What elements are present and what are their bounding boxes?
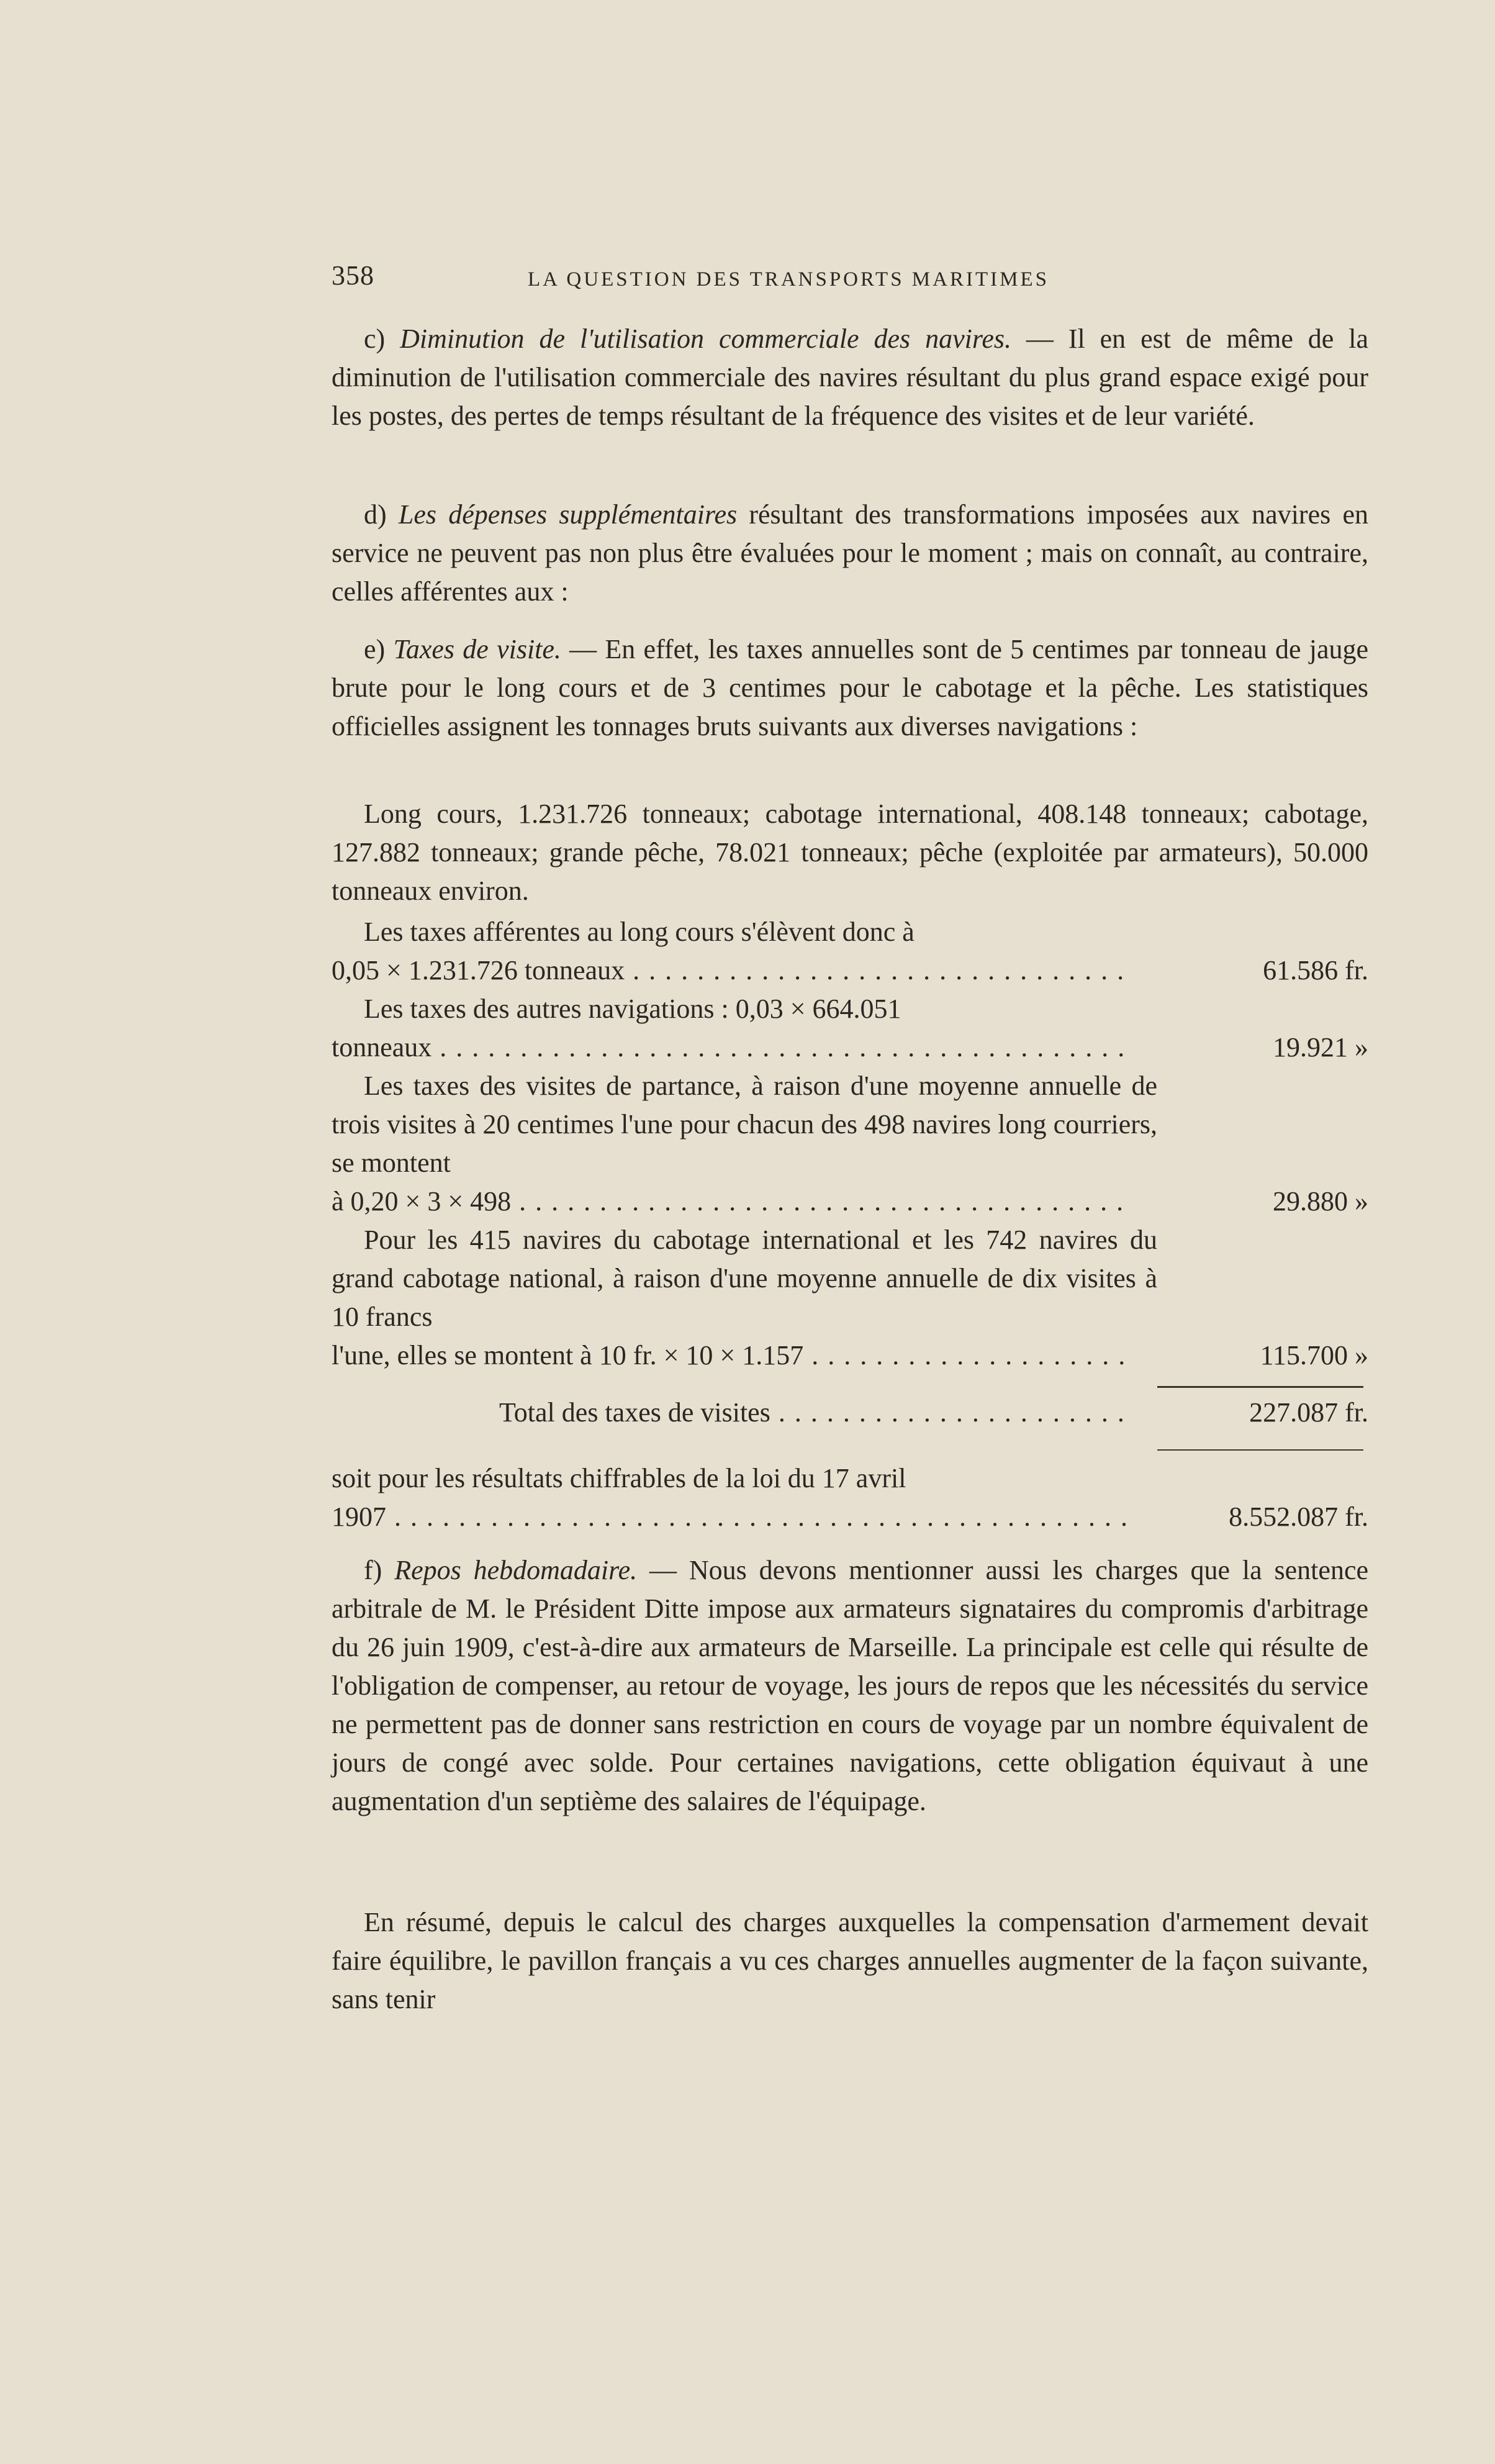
- amount-autres-navigations: 19.921 »: [1273, 1032, 1368, 1062]
- page-header: [332, 260, 1368, 297]
- amount-long-cours: 61.586 fr.: [1263, 955, 1368, 985]
- computation-line-3b: à 0,20 × 3 × 498 . . . 29.880 »: [332, 1182, 1368, 1221]
- section-f-title: Repos hebdomadaire.: [394, 1555, 650, 1585]
- section-f: [332, 1551, 1368, 1821]
- section-c-title: Diminution de l'utilisation commerciale des navires.: [400, 324, 1026, 354]
- section-c-label: c): [364, 324, 400, 354]
- computation-line-1a: Les taxes afférentes au long cours s'élèvent donc à: [364, 917, 915, 947]
- section-e-text: — En effet, les taxes annuelles sont de 5 centimes par tonneau de jauge brute pour le long cours et de 3 centimes pour le cabotage et la pêche. Les statistiques officielles assignent les tonnages bruts suivants aux diverses navigations :: [332, 634, 1369, 741]
- computation-line-2b: tonneaux . . . 19.921 »: [332, 1028, 1368, 1067]
- section-c: [332, 320, 1368, 435]
- section-d-title: Les dépenses supplémentaires: [398, 499, 749, 530]
- computation-line-1b: 0,05 × 1.231.726 tonneaux . . . 61.586 fr.: [332, 951, 1368, 990]
- conclusion-paragraph: En résumé, depuis le calcul des charges auxquelles la compensation d'armement devait faire équilibre, le pavillon français a vu ces charges annuelles augmenter de la façon suivante, sans tenir: [332, 1907, 1368, 2014]
- amount-visites-partance: 29.880 »: [1273, 1186, 1368, 1216]
- tax-computation: [332, 913, 1368, 1375]
- computation-line-4b: l'une, elles se montent à 10 fr. × 10 × 1.157 . . . 115.700 »: [332, 1336, 1368, 1375]
- section-d: [332, 496, 1368, 611]
- tonnages-paragraph: Long cours, 1.231.726 tonneaux; cabotage international, 408.148 tonneaux; cabotage, 127.882 tonneaux; grande pêche, 78.021 tonneaux; pêche (exploitée par armateurs), 50.000 tonneaux environ.: [332, 799, 1368, 906]
- section-c-text: — Il en est de même de la diminution de l'utilisation commerciale des navires résultant du plus grand espace exigé pour les postes, des pertes de temps résultant de la fréquence des visites et de leur variété.: [332, 324, 1368, 431]
- total-amount: 227.087 fr.: [1249, 1397, 1368, 1428]
- running-title: LA QUESTION DES TRANSPORTS MARITIMES: [528, 268, 1049, 291]
- total-row: [332, 1393, 1368, 1432]
- section-f-text: — Nous devons mentionner aussi les charges que la sentence arbitrale de M. le Président Ditte impose aux armateurs signataires du compromis d'arbitrage du 26 juin 1909, c'est-à-dire aux armateurs de Marseille. La principale est celle qui résulte de l'obligation de compenser, au retour de voyage, les jours de repos que les nécessités du service ne permettent pas de donner sans restriction en cours de voyage par un nombre équivalent de jours de congé avec solde. Pour certaines navigations, cette obligation équivaut à une augmentation d'un septième des salaires de l'équipage.: [332, 1555, 1368, 1816]
- total-rule: [1157, 1449, 1363, 1451]
- section-d-text: résultant des transformations imposées aux navires en service ne peuvent pas non plus être évaluées pour le moment ; mais on connaît, au contraire, celles afférentes aux :: [332, 499, 1368, 607]
- grand-total: [332, 1459, 1368, 1536]
- computation-line-3a: Les taxes des visites de partance, à raison d'une moyenne annuelle de trois visites à 20 centimes l'une pour chacun des 498 navires long courriers, se montent: [332, 1071, 1157, 1178]
- amount-cabotage: 115.700 »: [1260, 1340, 1368, 1370]
- section-e: [332, 630, 1368, 746]
- section-e-title: Taxes de visite.: [393, 634, 570, 664]
- computation-line-2a: Les taxes des autres navigations : 0,03 × 664.051: [364, 994, 901, 1024]
- grand-total-text: soit pour les résultats chiffrables de la loi du 17 avril: [332, 1463, 906, 1493]
- grand-total-year: 1907 . . .: [332, 1498, 1132, 1536]
- page-number: 358: [332, 260, 374, 291]
- grand-total-amount: 8.552.087 fr.: [1229, 1502, 1368, 1532]
- section-d-label: d): [364, 499, 399, 530]
- sum-rule: [1157, 1386, 1363, 1388]
- section-e-label: e): [364, 634, 394, 664]
- computation-line-4a: Pour les 415 navires du cabotage international et les 742 navires du grand cabotage national, à raison d'une moyenne annuelle de dix visites à 10 francs: [332, 1225, 1157, 1332]
- total-label: Total des taxes de visites . . .: [332, 1393, 1132, 1432]
- section-f-label: f): [364, 1555, 395, 1585]
